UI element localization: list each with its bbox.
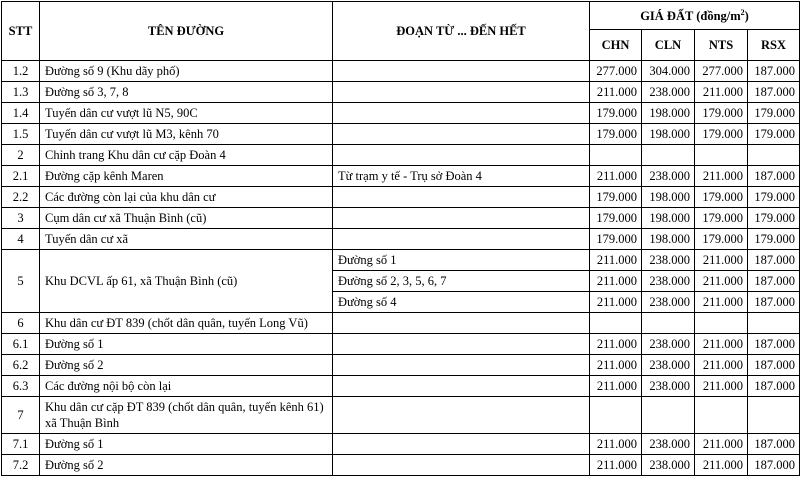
row-stt: 1.3 [2,82,40,103]
table-row [2,397,800,434]
table-row [2,124,800,145]
table-row [2,455,800,476]
price-nts [695,313,748,334]
price-nts: 179.000 [695,229,748,250]
price-nts [695,145,748,166]
price-chn: 211.000 [590,166,642,187]
price-nts: 211.000 [695,166,748,187]
price-rsx [748,313,800,334]
row-segment [333,434,590,455]
land-price-table [1,1,800,476]
price-rsx: 187.000 [748,61,800,82]
price-rsx [748,397,800,434]
row-stt: 4 [2,229,40,250]
price-rsx: 187.000 [748,334,800,355]
price-cln: 198.000 [642,208,695,229]
row-segment [333,334,590,355]
row-segment [333,313,590,334]
price-cln: 238.000 [642,250,695,271]
price-cln: 198.000 [642,229,695,250]
price-rsx: 179.000 [748,187,800,208]
row-street-name: Các đường còn lại của khu dân cư [40,187,333,208]
price-rsx: 179.000 [748,229,800,250]
row-street-name: Đường số 2 [40,455,333,476]
row-segment [333,208,590,229]
table-row [2,103,800,124]
price-cln: 304.000 [642,61,695,82]
price-nts: 277.000 [695,61,748,82]
row-street-name: Đường số 1 [40,334,333,355]
row-stt: 2 [2,145,40,166]
header-col-rsx: RSX [748,30,800,61]
table-row [2,434,800,455]
price-chn [590,397,642,434]
price-nts [695,397,748,434]
price-cln: 238.000 [642,455,695,476]
row-street-name: Khu dân cư cặp ĐT 839 (chốt dân quân, tuyến kênh 61) xã Thuận Bình [40,397,333,434]
price-cln: 238.000 [642,355,695,376]
price-cln [642,397,695,434]
price-cln: 238.000 [642,376,695,397]
row-stt: 6.3 [2,376,40,397]
price-chn: 179.000 [590,208,642,229]
table-row [2,61,800,82]
price-rsx: 179.000 [748,124,800,145]
row-street-name: Tuyến dân cư xã [40,229,333,250]
price-nts: 211.000 [695,455,748,476]
row-segment [333,355,590,376]
row-stt: 1.4 [2,103,40,124]
row-street-name: Đường số 2 [40,355,333,376]
price-cln: 238.000 [642,434,695,455]
header-col-nts: NTS [695,30,748,61]
price-chn: 211.000 [590,292,642,313]
row-segment [333,397,590,434]
row-segment [333,124,590,145]
row-stt: 2.2 [2,187,40,208]
price-chn: 179.000 [590,229,642,250]
price-chn: 179.000 [590,103,642,124]
row-street-name: Khu dân cư ĐT 839 (chốt dân quân, tuyến Long Vũ) [40,313,333,334]
header-land-price: GIÁ ĐẤT $(đồng/m^2)$ [590,2,800,30]
price-chn: 211.000 [590,455,642,476]
table-row [2,82,800,103]
row-segment [333,376,590,397]
row-street-name: Tuyến dân cư vượt lũ N5, 90C [40,103,333,124]
price-cln: 238.000 [642,292,695,313]
price-nts: 211.000 [695,82,748,103]
row-segment: Đường số 1 [333,250,590,271]
row-street-name: Khu DCVL ấp 61, xã Thuận Bình (cũ) [40,250,333,313]
row-stt: 2.1 [2,166,40,187]
row-segment [333,145,590,166]
table-row [2,208,800,229]
table-body-1 [2,61,800,250]
price-nts: 211.000 [695,434,748,455]
price-rsx: 187.000 [748,250,800,271]
price-chn: 211.000 [590,434,642,455]
table-body-group-5 [2,250,800,313]
row-street-name: Đường số 9 (Khu dãy phố) [40,61,333,82]
price-nts: 179.000 [695,208,748,229]
price-chn: 211.000 [590,271,642,292]
row-street-name: Đường số 1 [40,434,333,455]
header-col-cln: CLN [642,30,695,61]
row-segment [333,61,590,82]
row-segment: Đường số 2, 3, 5, 6, 7 [333,271,590,292]
row-stt: 1.5 [2,124,40,145]
price-chn: 277.000 [590,61,642,82]
row-stt: 7.1 [2,434,40,455]
table-row [2,313,800,334]
price-rsx: 187.000 [748,455,800,476]
price-cln: 238.000 [642,166,695,187]
price-cln: 198.000 [642,187,695,208]
price-rsx: 187.000 [748,166,800,187]
table-row [2,229,800,250]
table-row [2,334,800,355]
row-stt: 6 [2,313,40,334]
price-rsx: 187.000 [748,82,800,103]
price-chn: 211.000 [590,250,642,271]
row-segment [333,187,590,208]
row-stt: 5 [2,250,40,313]
table-body-2 [2,313,800,476]
row-segment [333,103,590,124]
price-cln: 238.000 [642,271,695,292]
row-segment: Từ trạm y tế - Trụ sở Đoàn 4 [333,166,590,187]
table-row [2,187,800,208]
price-rsx: 179.000 [748,208,800,229]
price-rsx: 187.000 [748,355,800,376]
price-nts: 211.000 [695,376,748,397]
table-row [2,250,800,271]
table-row [2,145,800,166]
row-stt: 6.2 [2,355,40,376]
row-street-name: Đường cặp kênh Maren [40,166,333,187]
header-col-chn: CHN [590,30,642,61]
price-nts: 211.000 [695,250,748,271]
price-cln: 238.000 [642,334,695,355]
table-row [2,355,800,376]
price-chn: 179.000 [590,187,642,208]
row-street-name: Tuyến dân cư vượt lũ M3, kênh 70 [40,124,333,145]
row-segment [333,455,590,476]
price-nts: 179.000 [695,187,748,208]
price-chn: 211.000 [590,376,642,397]
row-stt: 7 [2,397,40,434]
row-stt: 1.2 [2,61,40,82]
row-stt: 3 [2,208,40,229]
price-rsx: 187.000 [748,376,800,397]
row-street-name: Các đường nội bộ còn lại [40,376,333,397]
row-stt: 7.2 [2,455,40,476]
table-row [2,166,800,187]
price-cln [642,313,695,334]
price-chn: 211.000 [590,82,642,103]
header-street-name: TÊN ĐƯỜNG [40,2,333,61]
price-nts: 179.000 [695,103,748,124]
header-stt: STT [2,2,40,61]
price-chn: 179.000 [590,124,642,145]
price-nts: 211.000 [695,271,748,292]
price-rsx: 179.000 [748,103,800,124]
price-rsx: 187.000 [748,434,800,455]
row-segment [333,229,590,250]
row-street-name: Cụm dân cư xã Thuận Bình (cũ) [40,208,333,229]
table-row [2,376,800,397]
price-chn [590,145,642,166]
row-street-name: Đường số 3, 7, 8 [40,82,333,103]
price-nts: 211.000 [695,292,748,313]
price-chn [590,313,642,334]
row-segment [333,82,590,103]
price-rsx: 187.000 [748,292,800,313]
price-cln: 238.000 [642,82,695,103]
price-cln: 198.000 [642,103,695,124]
row-segment: Đường số 4 [333,292,590,313]
header-segment: ĐOẠN TỪ ... ĐẾN HẾT [333,2,590,61]
price-nts: 211.000 [695,355,748,376]
price-cln [642,145,695,166]
price-cln: 198.000 [642,124,695,145]
price-chn: 211.000 [590,334,642,355]
price-chn: 211.000 [590,355,642,376]
price-nts: 179.000 [695,124,748,145]
price-rsx [748,145,800,166]
price-nts: 211.000 [695,334,748,355]
row-street-name: Chỉnh trang Khu dân cư cặp Đoàn 4 [40,145,333,166]
row-stt: 6.1 [2,334,40,355]
price-rsx: 187.000 [748,271,800,292]
